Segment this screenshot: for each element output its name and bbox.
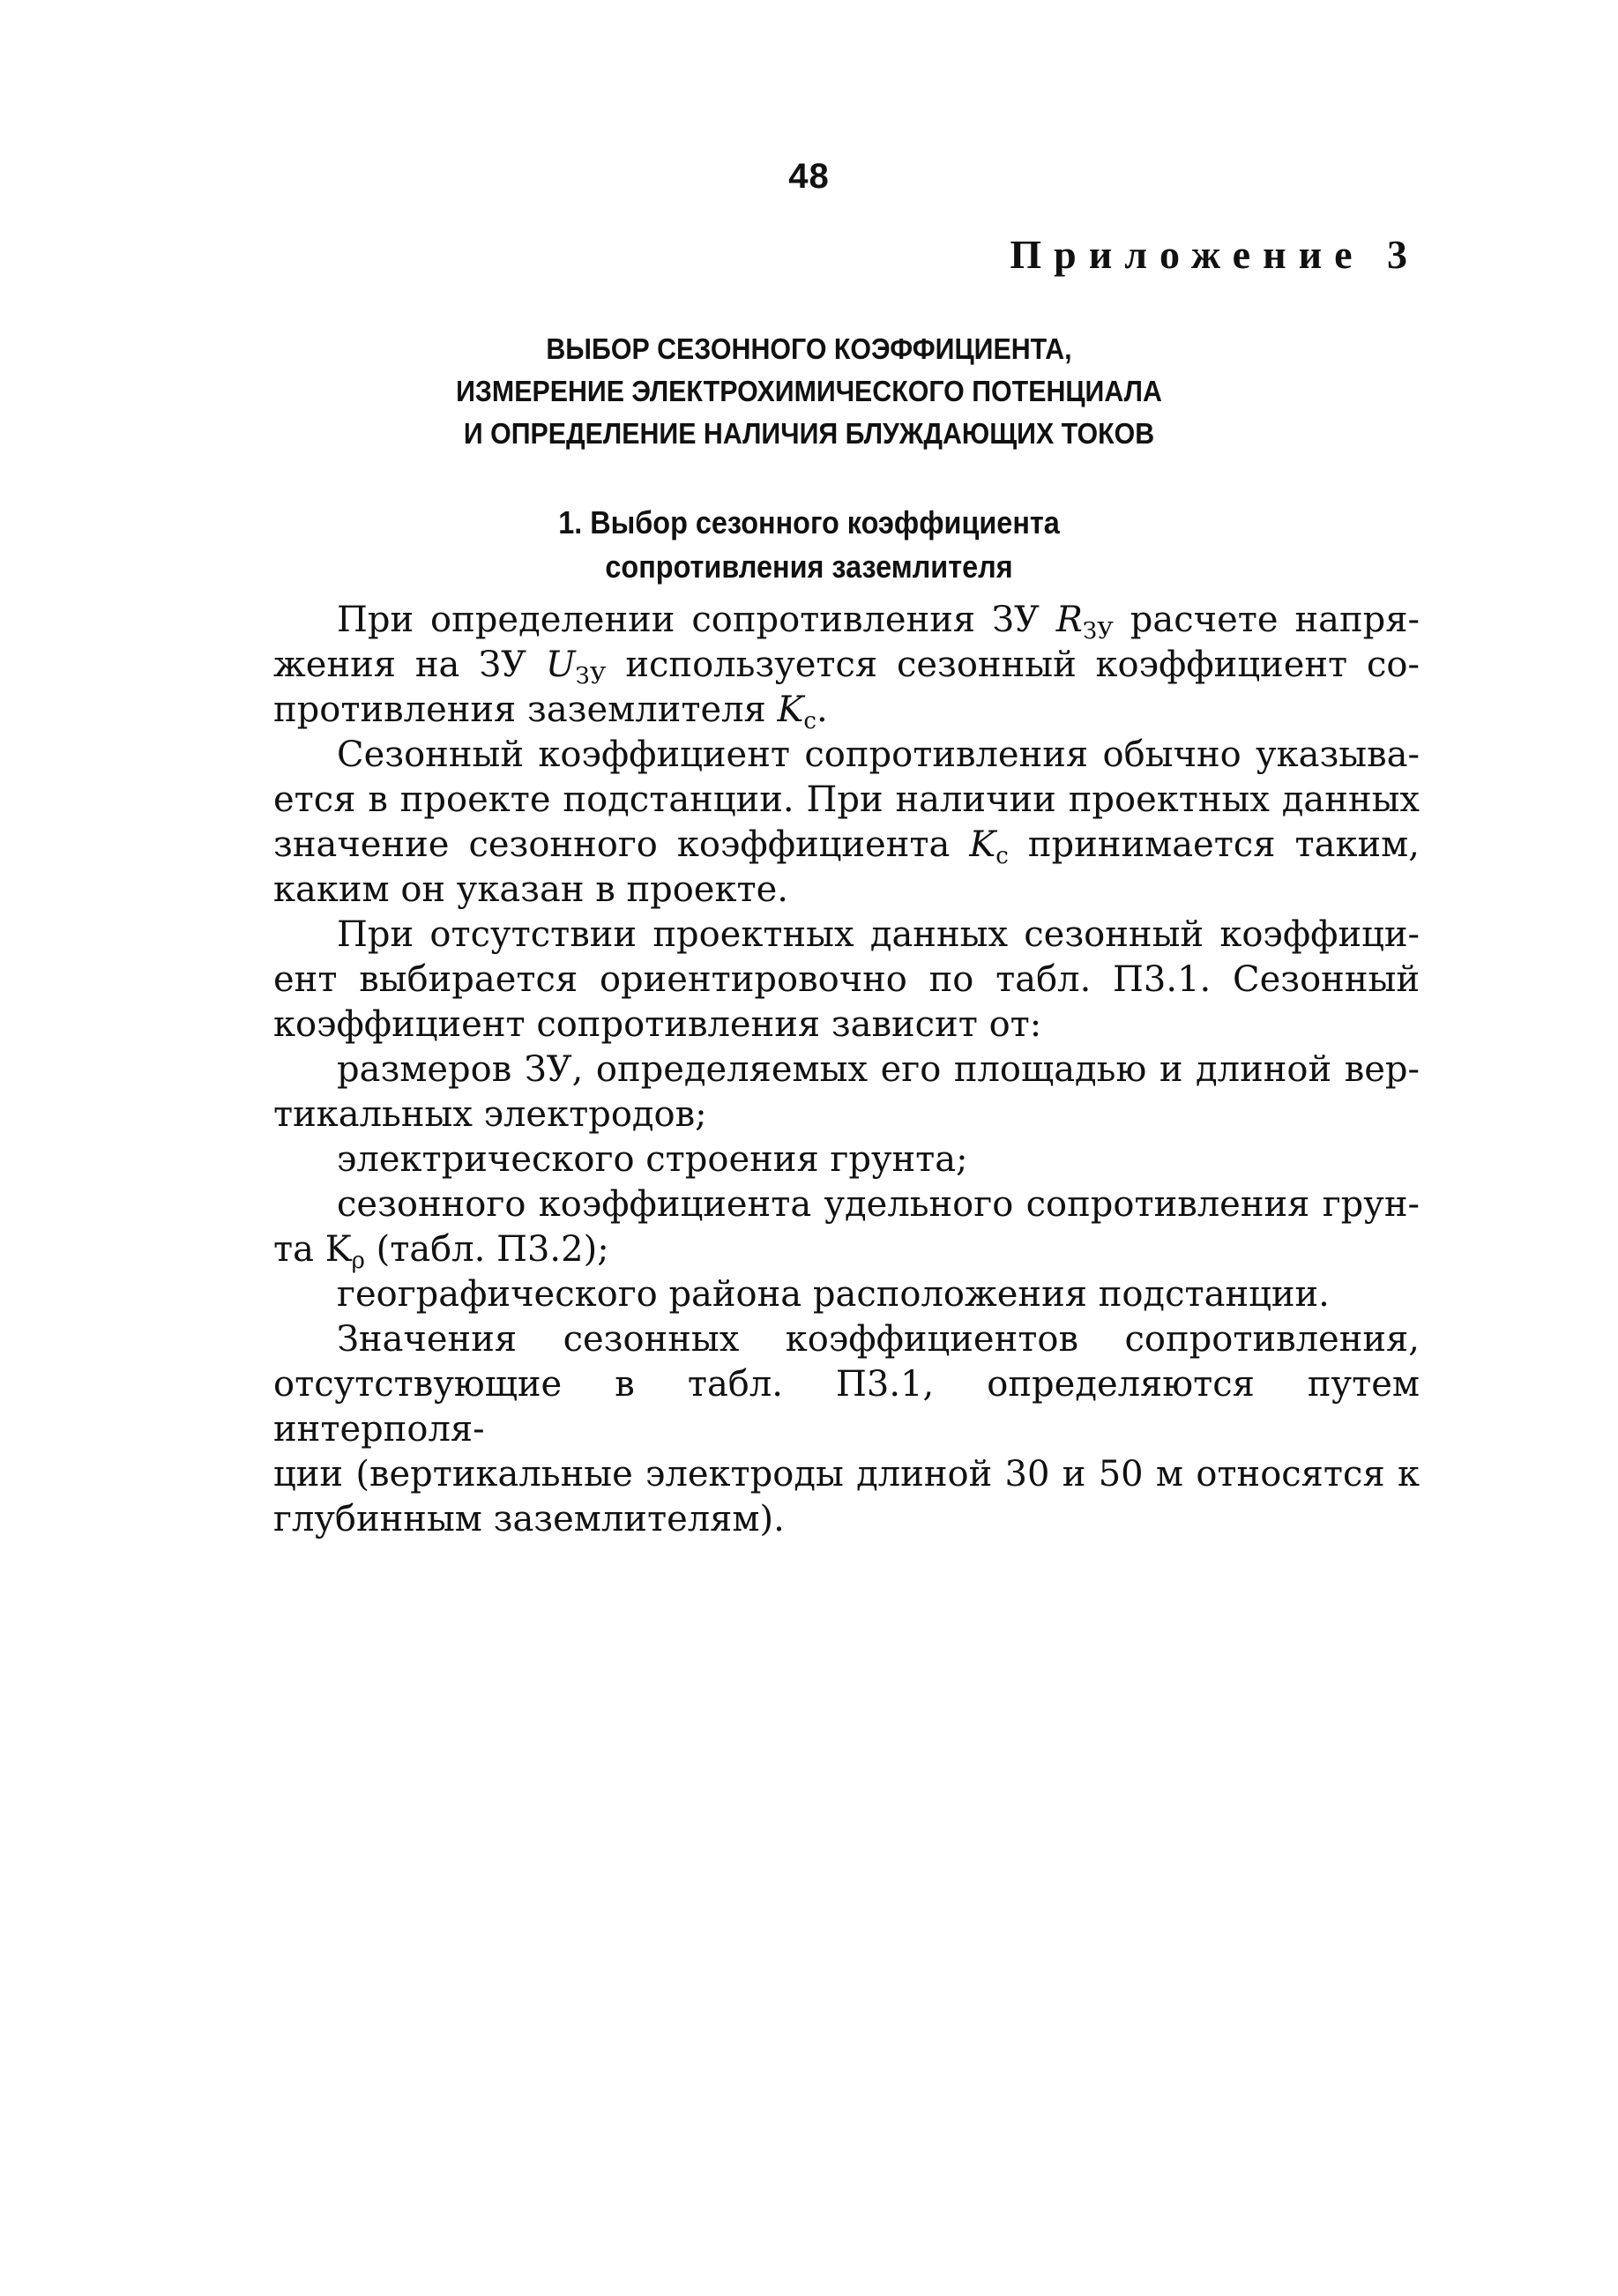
section-title <box>81 501 1538 589</box>
list-item-1-line-2: тикальных электродов; <box>273 1094 707 1135</box>
list-item-3-line-1: сезонного коэффициента удельного сопротивления грун- <box>337 1184 1420 1225</box>
section-title-line-1: 1. Выбор сезонного коэффициента <box>558 504 1060 540</box>
paragraph-2 <box>273 733 1420 913</box>
paragraph-4-line-4: глубинным заземлителям). <box>273 1499 785 1539</box>
paragraph-1-line-3: противления заземлителя $K_с$. <box>273 690 828 734</box>
paragraph-4-line-3: ции (вертикальные электроды длиной 30 и 50 м относятся к <box>273 1454 1420 1495</box>
page-number: 48 <box>788 157 830 196</box>
paragraph-1 <box>273 598 1420 733</box>
paragraph-4-line-1: Значения сезонных коэффициентов сопротивления, <box>337 1319 1420 1360</box>
section-title-line-2: сопротивления заземлителя <box>605 548 1013 585</box>
main-title-line-1: ВЫБОР СЕЗОННОГО КОЭФФИЦИЕНТА, <box>546 332 1072 365</box>
paragraph-2-line-2: ется в проекте подстанции. При наличии проектных данных <box>273 779 1420 820</box>
paragraph-3-line-2: ент выбирается ориентировочно по табл. П3.1. Сезонный <box>273 959 1420 1000</box>
list-item-4 <box>273 1272 1420 1317</box>
paragraph-1-line-1: При определении сопротивления ЗУ $R_{ЗУ}$ расчете напря- <box>337 600 1420 645</box>
main-title-line-3: И ОПРЕДЕЛЕНИЕ НАЛИЧИЯ БЛУЖДАЮЩИХ ТОКОВ <box>463 417 1155 450</box>
paragraph-3-line-1: При отсутствии проектных данных сезонный коэффици- <box>337 914 1420 955</box>
main-title-line-2: ИЗМЕРЕНИЕ ЭЛЕКТРОХИМИЧЕСКОГО ПОТЕНЦИАЛА <box>456 375 1162 407</box>
list-item-1 <box>273 1047 1420 1137</box>
paragraph-3 <box>273 913 1420 1047</box>
list-item-4-line-1: географического района расположения подстанции. <box>337 1274 1330 1315</box>
paragraph-2-line-1: Сезонный коэффициент сопротивления обычно указыва- <box>337 734 1420 775</box>
list-item-3-line-2: та $K_\rho$ (табл. П3.2); <box>273 1229 609 1274</box>
paragraph-4 <box>273 1317 1420 1542</box>
list-item-3 <box>273 1182 1420 1272</box>
paragraph-2-line-4: каким он указан в проекте. <box>273 869 788 910</box>
list-item-2 <box>273 1137 1420 1182</box>
main-title <box>64 328 1553 455</box>
paragraph-1-line-2: жения на ЗУ $U_{ЗУ}$ используется сезонный коэффициент со- <box>273 645 1420 690</box>
paragraph-4-line-2: отсутствующие в табл. П3.1, определяются путем интерполя- <box>273 1364 1420 1450</box>
body-text <box>273 598 1420 1542</box>
list-item-2-line-1: электрического строения грунта; <box>337 1139 968 1180</box>
list-item-1-line-1: размеров ЗУ, определяемых его площадью и длиной вер- <box>337 1049 1420 1090</box>
paragraph-3-line-3: коэффициент сопротивления зависит от: <box>273 1004 1042 1045</box>
appendix-label: Приложение 3 <box>1010 232 1420 277</box>
paragraph-2-line-3: значение сезонного коэффициента $K_с$ принимается таким, <box>273 824 1420 869</box>
